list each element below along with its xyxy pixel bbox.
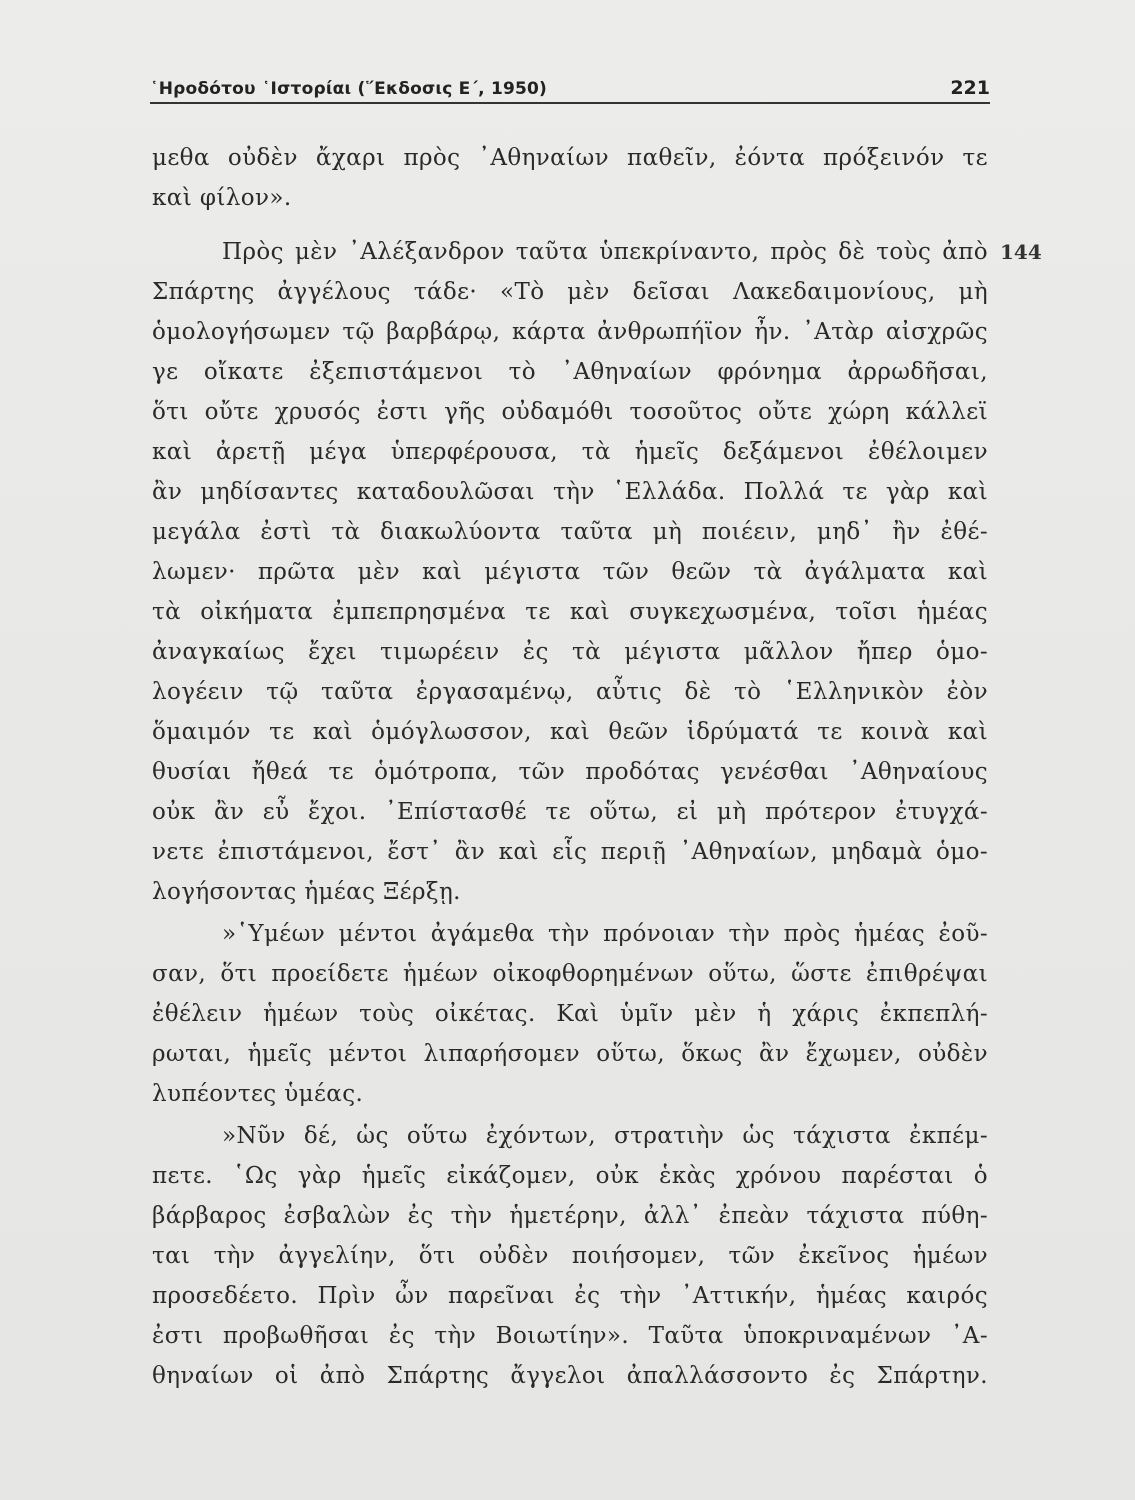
text-line: μεθα οὐδὲν ἄχαρι πρὸς ᾿Αθηναίων παθεῖν, ἐόντα πρόξεινόν τε	[152, 145, 988, 171]
text-line: λυπέοντες ὑμέας.	[152, 1081, 364, 1107]
text-line: ἐθέλειν ἡμέων τοὺς οἰκέτας. Καὶ ὑμῖν μὲν ἡ χάρις ἐκπεπλή-	[152, 1001, 988, 1027]
text-line: ἐστι προβωθῆσαι ἐς τὴν Βοιωτίην». Ταῦτα ὑποκριναμένων ᾿Α-	[152, 1323, 988, 1349]
margin-section-number: 144	[1000, 240, 1042, 264]
text-line: λογέειν τῷ ταῦτα ἐργασαμένῳ, αὖτις δὲ τὸ ῾Ελληνικὸν ἐὸν	[152, 679, 988, 705]
text-line: βάρβαρος ἐσβαλὼν ἐς τὴν ἡμετέρην, ἀλλ᾿ ἐπεὰν τάχιστα πύθη-	[152, 1203, 988, 1229]
text-line: λογήσοντας ἡμέας Ξέρξῃ.	[152, 879, 461, 905]
text-line: ὅμαιμόν τε καὶ ὁμόγλωσσον, καὶ θεῶν ἱδρύματά τε κοινὰ καὶ	[152, 719, 988, 745]
text-line: πετε. ῾Ως γὰρ ἡμεῖς εἰκάζομεν, οὐκ ἑκὰς χρόνου παρέσται ὁ	[152, 1163, 988, 1189]
text-line: ρωται, ἡμεῖς μέντοι λιπαρήσομεν οὕτω, ὅκως ἂν ἔχωμεν, οὐδὲν	[152, 1041, 988, 1067]
text-line: μεγάλα ἐστὶ τὰ διακωλύοντα ταῦτα μὴ ποιέειν, μηδ᾿ ἢν ἐθέ-	[152, 519, 988, 545]
text-line: θηναίων οἱ ἀπὸ Σπάρτης ἄγγελοι ἀπαλλάσσοντο ἐς Σπάρτην.	[152, 1363, 988, 1389]
text-line: νετε ἐπιστάμενοι, ἔστ᾿ ἂν καὶ εἷς περιῇ ᾿Αθηναίων, μηδαμὰ ὁμο-	[152, 839, 988, 865]
text-line: σαν, ὅτι προείδετε ἡμέων οἰκοφθορημένων οὕτω, ὥστε ἐπιθρέψαι	[152, 961, 988, 987]
page-number: 221	[950, 77, 990, 99]
text-line: ὅτι οὔτε χρυσός ἐστι γῆς οὐδαμόθι τοσοῦτος οὔτε χώρη κάλλεϊ	[152, 399, 988, 425]
text-line: γε οἴκατε ἐξεπιστάμενοι τὸ ᾿Αθηναίων φρόνημα ἀρρωδῆσαι,	[152, 359, 988, 385]
text-line: καὶ ἀρετῇ μέγα ὑπερφέρουσα, τὰ ἡμεῖς δεξάμενοι ἐθέλοιμεν	[152, 439, 988, 465]
text-line: ἂν μηδίσαντες καταδουλῶσαι τὴν ῾Ελλάδα. Πολλά τε γὰρ καὶ	[152, 479, 988, 505]
text-line: Πρὸς μὲν ᾿Αλέξανδρον ταῦτα ὑπεκρίναντο, πρὸς δὲ τοὺς ἀπὸ	[222, 239, 988, 265]
text-line: θυσίαι ἤθεά τε ὁμότροπα, τῶν προδότας γενέσθαι ᾿Αθηναίους	[152, 759, 988, 785]
text-line: »῾Υμέων μέντοι ἀγάμεθα τὴν πρόνοιαν τὴν πρὸς ἡμέας ἐοῦ-	[222, 921, 988, 947]
text-line: τὰ οἰκήματα ἐμπεπρησμένα τε καὶ συγκεχωσμένα, τοῖσι ἡμέας	[152, 599, 988, 625]
text-line: ται τὴν ἀγγελίην, ὅτι οὐδὲν ποιήσομεν, τῶν ἐκεῖνος ἡμέων	[152, 1243, 988, 1269]
text-line: Σπάρτης ἀγγέλους τάδε· «Τὸ μὲν δεῖσαι Λακεδαιμονίους, μὴ	[152, 279, 988, 305]
text-line: λωμεν· πρῶτα μὲν καὶ μέγιστα τῶν θεῶν τὰ ἀγάλματα καὶ	[152, 559, 988, 585]
text-line: καὶ φίλον».	[152, 185, 292, 211]
text-line: »Νῦν δέ, ὡς οὕτω ἐχόντων, στρατιὴν ὡς τάχιστα ἐκπέμ-	[222, 1123, 988, 1149]
text-line: προσεδέετο. Πρὶν ὦν παρεῖναι ἐς τὴν ᾿Αττικήν, ἡμέας καιρός	[152, 1283, 988, 1309]
text-line: ὁμολογήσωμεν τῷ βαρβάρῳ, κάρτα ἀνθρωπήϊον ἦν. ᾿Ατὰρ αἰσχρῶς	[152, 319, 988, 345]
text-line: ἀναγκαίως ἔχει τιμωρέειν ἐς τὰ μέγιστα μᾶλλον ἤπερ ὁμο-	[152, 639, 988, 665]
running-header	[150, 72, 990, 104]
text-line: οὐκ ἂν εὖ ἔχοι. ᾿Επίστασθέ τε οὕτω, εἰ μὴ πρότερον ἐτυγχά-	[152, 799, 988, 825]
header-title: ῾Ηροδότου ῾Ιστορίαι (῞Εκδοσις Ε΄, 1950)	[150, 79, 548, 99]
